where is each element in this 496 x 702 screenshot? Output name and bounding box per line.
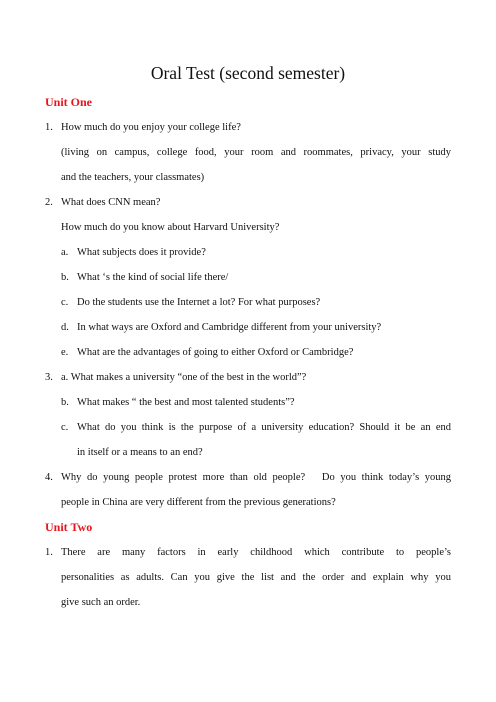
list-item: What are the advantages of going to either Oxford or Cambridge?: [77, 347, 354, 358]
question-text: What does CNN mean?: [61, 197, 161, 208]
list-item: Do the students use the Internet a lot? For what purposes?: [77, 297, 321, 308]
question-text-continued: personalities as adults. Can you give the list and the order and explain why you: [61, 572, 451, 583]
list-item-continued: in itself or a means to an end?: [77, 447, 203, 458]
question-number: 4.: [45, 472, 53, 483]
list-marker: e.: [61, 347, 69, 358]
list-item: a. What makes a university “one of the best in the world”?: [61, 372, 307, 383]
list-marker: c.: [61, 297, 69, 308]
list-item: What makes “ the best and most talented students”?: [77, 397, 295, 408]
unit-two-heading: Unit Two: [45, 520, 93, 534]
question-detail: and the teachers, your classmates): [61, 172, 205, 183]
list-marker: a.: [61, 247, 69, 258]
list-item: What subjects does it provide?: [77, 247, 206, 258]
list-item: What ‘s the kind of social life there/: [77, 272, 229, 283]
list-marker: b.: [61, 397, 69, 408]
question-number: 2.: [45, 197, 53, 208]
question-subtext: How much do you know about Harvard University?: [61, 222, 280, 233]
question-text: There are many factors in early childhood which contribute to people’s: [61, 547, 451, 558]
list-marker: d.: [61, 322, 69, 333]
unit-one-heading: Unit One: [45, 95, 93, 109]
question-text-continued: people in China are very different from the previous generations?: [61, 497, 336, 508]
question-number: 1.: [45, 547, 53, 558]
question-text-continued: give such an order.: [61, 597, 141, 608]
list-item: What do you think is the purpose of a university education? Should it be an end: [77, 422, 451, 433]
list-marker: c.: [61, 422, 69, 433]
list-marker: b.: [61, 272, 69, 283]
question-detail: (living on campus, college food, your room and roommates, privacy, your study: [61, 147, 451, 158]
question-text: How much do you enjoy your college life?: [61, 122, 241, 133]
page-title: Oral Test (second semester): [150, 63, 346, 83]
question-number: 3.: [45, 372, 53, 383]
question-text: Why do young people protest more than old people? Do you think today’s young: [61, 472, 451, 483]
list-item: In what ways are Oxford and Cambridge different from your university?: [77, 322, 382, 333]
question-number: 1.: [45, 122, 53, 133]
